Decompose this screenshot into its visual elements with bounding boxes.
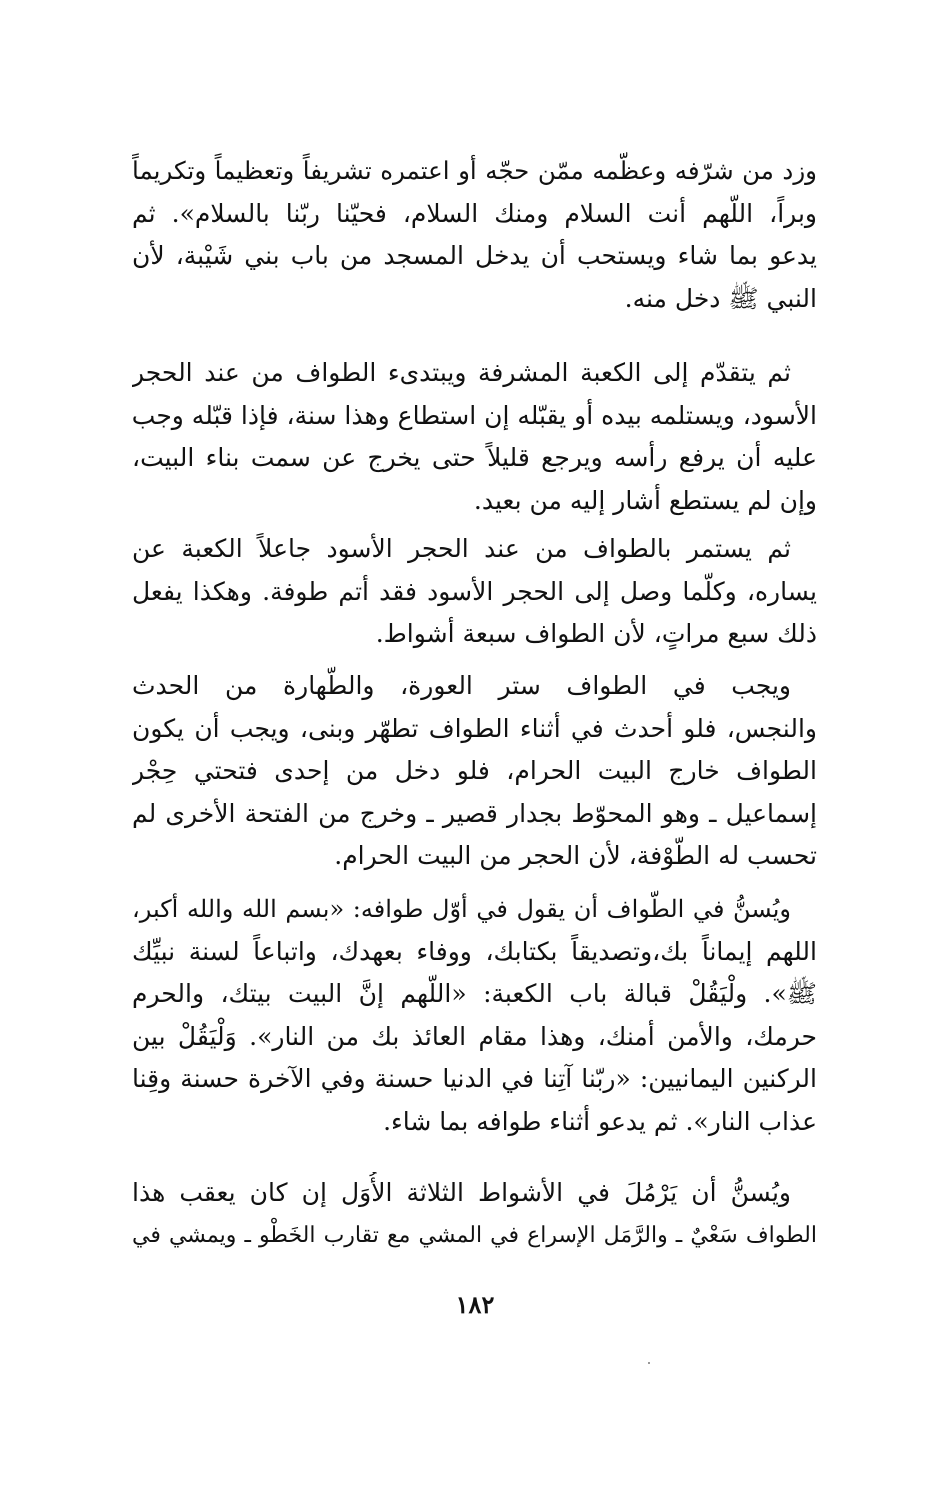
text-line: ويجب في الطواف ستر العورة، والطّهارة من الحدث [132,671,791,700]
paragraph-5 [132,888,817,1143]
text-line: ذلك سبع مراتٍ، لأن الطواف سبعة أشواط. [375,619,817,648]
text-line: يدعو بما شاء ويستحب أن يدخل المسجد من باب بني شَيْبة، لأن [132,241,817,270]
text-line: وبراً، اللّهم أنت السلام ومنك السلام، فحيّنا ربّنا بالسلام». ثم [132,198,817,228]
text-line: ثم يستمر بالطواف من عند الحجر الأسود جاعلاً الكعبة عن [132,534,791,563]
text-line: تحسب له الطّوْفة، لأن الحجر من البيت الحرام. [334,841,817,870]
text-line: الركنين اليمانيين: «ربّنا آتِنا في الدنيا حسنة وفي الآخرة حسنة وقِنا [132,1064,817,1093]
text-line: ويُسنُّ في الطّواف أن يقول في أوّل طوافه: «بسم الله والله أكبر، [132,895,791,923]
paragraph-3 [132,528,817,656]
text-line: ثم يتقدّم إلى الكعبة المشرفة ويبتدىء الطواف من عند الحجر [132,358,791,387]
paragraph-6 [132,1172,817,1257]
text-line: ويُسنُّ أن يَرْمُلَ في الأشواط الثلاثة الأُوَل إن كان يعقب هذا [132,1178,791,1207]
text-line: ﷺ». ولْيَقُلْ قبالة باب الكعبة: «اللّهم إنَّ البيت بيتك، والحرم [132,979,817,1008]
text-line: وإن لم يستطع أشار إليه من بعيد. [473,485,817,515]
text-line: الطواف خارج البيت الحرام، فلو دخل من إحدى فتحتي حِجْر [132,756,817,785]
text-line: إسماعيل ـ وهو المحوّط بجدار قصير ـ وخرج من الفتحة الأخرى لم [132,798,817,828]
text-line: الأسود، ويستلمه بيده أو يقبّله إن استطاع وهذا سنة، فإذا قبّله وجب [132,400,817,430]
scan-speck [648,1362,650,1364]
text-line: عليه أن يرفع رأسه ويرجع قليلاً حتى يخرج عن سمت بناء البيت، [132,443,817,472]
paragraph-4 [132,665,817,878]
paragraph-2 [132,352,817,522]
page-number: ١٨٢ [455,1290,495,1319]
text-line: الطواف سَعْيٌ ـ والرَّمَل الإسراع في المشي مع تقارب الخَطْو ـ ويمشي في [132,1222,817,1248]
text-line: يساره، وكلّما وصل إلى الحجر الأسود فقد أتم طوفة. وهكذا يفعل [132,576,817,606]
text-line: عذاب النار». ثم يدعو أثناء طوافه بما شاء. [383,1106,817,1136]
text-line: حرمك، والأمن أمنك، وهذا مقام العائذ بك من النار». وَلْيَقُلْ بين [132,1021,817,1051]
text-line: والنجس، فلو أحدث في أثناء الطواف تطهّر وبنى، ويجب أن يكون [132,713,817,743]
text-line: النبي ﷺ دخل منه. [624,283,817,313]
text-line: وزد من شرّفه وعظّمه ممّن حجّه أو اعتمره تشريفاً وتعظيماً وتكريماً [132,156,817,185]
paragraph-1 [132,150,817,320]
text-line: اللهم إيماناً بك،وتصديقاً بكتابك، ووفاء بعهدك، واتباعاً لسنة نبيِّك [132,936,817,966]
